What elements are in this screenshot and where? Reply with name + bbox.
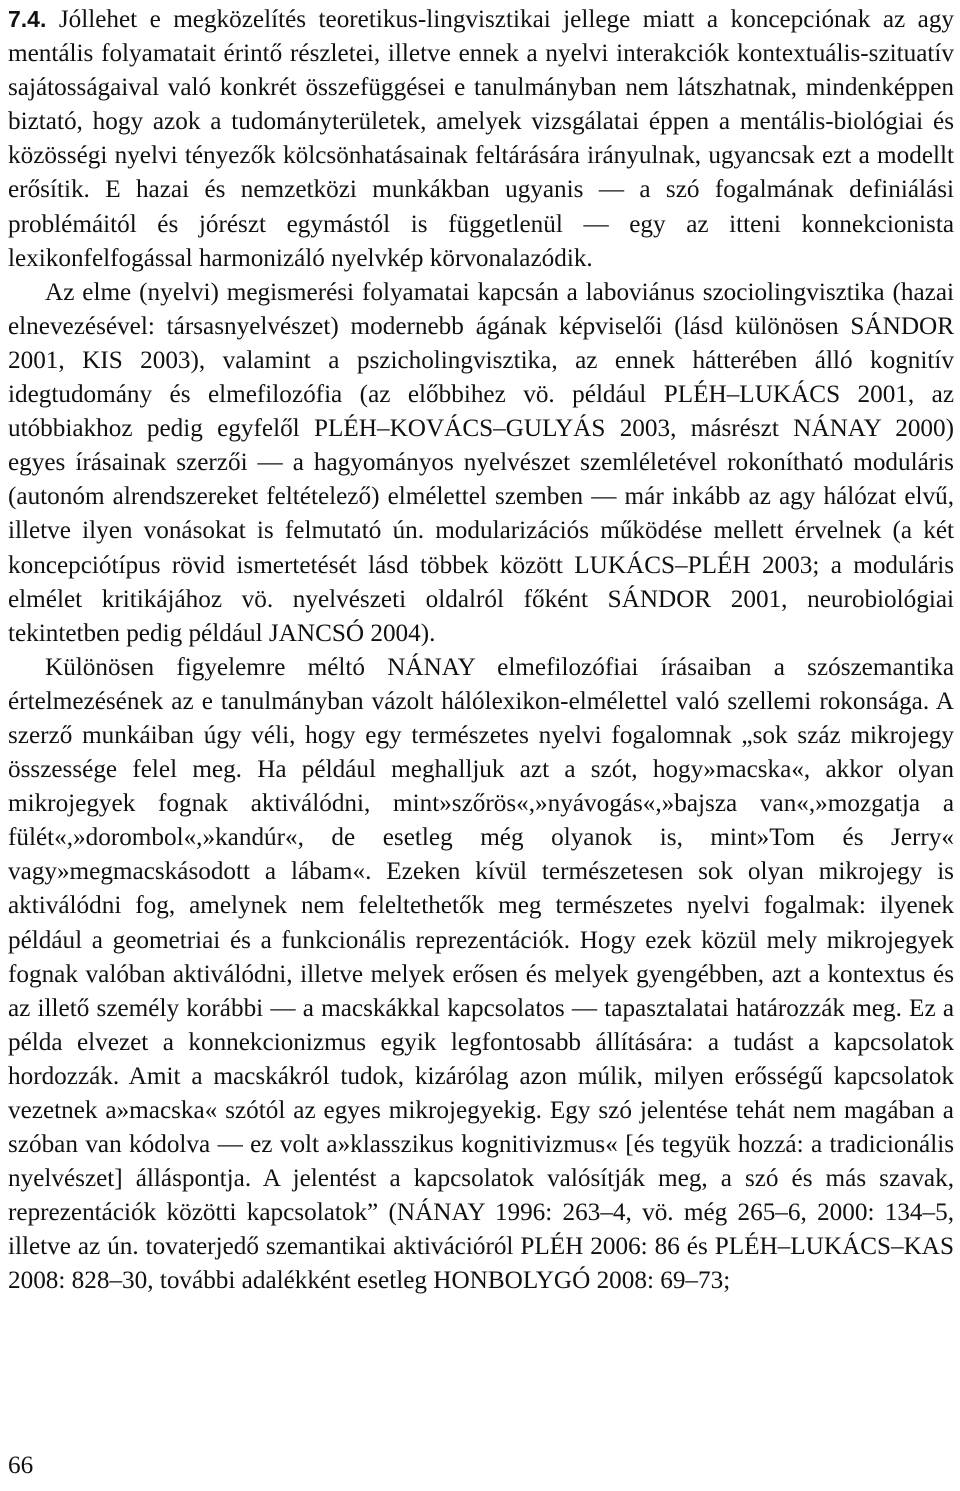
paragraph-1 <box>8 2 954 276</box>
paragraph-2: Az elme (nyelvi) megismerési folyamatai kapcsán a laboviánus szociolingvisztika (hazai elnevezésével: társasnyelvészet) modernebb ágának képviselői (lásd különösen SÁNDOR 2001, KIS 2003), valamint a pszicholingvisztika, az ennek hátterében álló kognitív idegtudomány és elmefilozófia (az előbbihez vö. például PLÉH–LUKÁCS 2001, az utóbbiakhoz pedig egyfelől PLÉH–KOVÁCS–GULYÁS 2003, másrészt NÁNAY 2000) egyes írásainak szerzői — a hagyományos nyelvészet szemléletével rokonítható moduláris (autonóm alrendszereket feltételező) elmélettel szemben — már inkább az agy hálózat elvű, illetve ilyen vonásokat is felmutató ún. modularizációs működése mellett érvelnek (a két koncepciótípus rövid ismertetését lásd többek között LUKÁCS–PLÉH 2003; a moduláris elmélet kritikájához vö. nyelvészeti oldalról főként SÁNDOR 2001, neurobiológiai tekintetben pedig például JANCSÓ 2004). <box>8 278 954 647</box>
section-number: 7.4. <box>8 6 47 32</box>
paragraph-3: Különösen figyelemre méltó NÁNAY elmefilozófiai írásaiban a szószemantika értelmezésének az e tanulmányban vázolt hálólexikon-elmélettel való szellemi rokonsága. A szerző munkáiban úgy véli, hogy egy természetes nyelvi fogalomnak „sok száz mikrojegy összessége felel meg. Ha például meghalljuk azt a szót, hogy»macska«, akkor olyan mikrojegyek fognak aktiválódni, mint»szőrös«,»nyávogás«,»bajsza van«,»mozgatja a fülét«,»dorombol«,»kandúr«, de esetleg még olyanok is, mint»Tom és Jerry« vagy»megmacskásodott a lábam«. Ezeken kívül természetesen sok olyan mikrojegy is aktiválódni fog, amelynek nem feleltethetők meg természetes nyelvi fogalmak: ilyenek például a geometriai és a funkcionális reprezentációk. Hogy ezek közül mely mikrojegyek fognak valóban aktiválódni, illetve melyek erősen és melyek gyengébben, azt a kontextus és az illető személy korábbi — a macskákkal kapcsolatos — tapasztalatai határozzák meg. Ez a példa elvezet a konnekcionizmus egyik legfontosabb állítására: a tudást a kapcsolatok hordozzák. Amit a macskákról tudok, kizárólag azon múlik, milyen erősségű kapcsolatok vezetnek a»macska« szótól az egyes mikrojegyekig. Egy szó jelentése tehát nem magában a szóban van kódolva — ez volt a»klasszikus kognitivizmus« [és tegyük hozzá: a tradicionális nyelvészet] álláspontja. A jelentést a kapcsolatok valósítják meg, a szó és más szavak, reprezentációk közötti kapcsolatok” (NÁNAY 1996: 263–4, vö. még 265–6, 2000: 134–5, illetve az ún. tovaterjedő szemantikai aktivációról PLÉH 2006: 86 és PLÉH–LUKÁCS–KAS 2008: 828–30, további adalékként esetleg HONBOLYGÓ 2008: 69–73; <box>8 653 954 1295</box>
paragraph-1-text: Jóllehet e megközelítés teoretikus-lingvisztikai jellege miatt a koncepciónak az agy mentális folyamatait érintő részletei, illetve ennek a nyelvi interakciók kontextuális-szituatív sajátosságaival való konkrét összefüggései e tanulmányban nem látszhatnak, mindenképpen biztató, hogy azok a tudományterületek, amelyek vizsgálatai éppen a mentális-biológiai és közösségi nyelvi tényezők kölcsönhatásainak feltárására irányulnak, ugyancsak ezt a modellt erősítik. E hazai és nemzetközi munkákban ugyanis — a szó fogalmának definiálási problémáitól és jórészt egymástól is függetlenül — egy az itteni konnekcionista lexikonfelfogással harmonizáló nyelvkép körvonalazódik. <box>8 6 955 272</box>
document-page <box>8 2 954 1299</box>
page-number: 66 <box>8 1452 34 1479</box>
